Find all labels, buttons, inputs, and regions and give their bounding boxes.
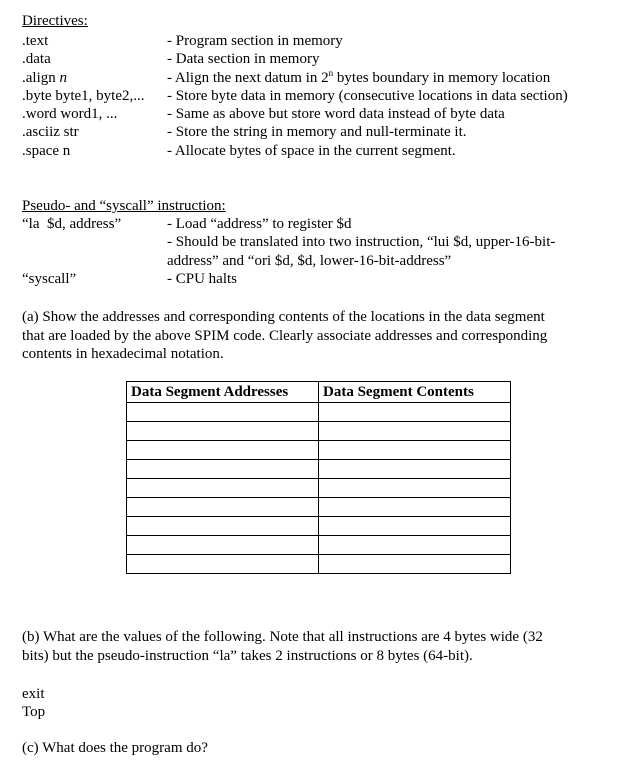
address-cell[interactable]	[127, 479, 319, 498]
contents-cell[interactable]	[319, 460, 511, 479]
directive-name-byte: .byte byte1, byte2,...	[22, 88, 145, 104]
directive-desc-text: - Program section in memory	[167, 33, 343, 49]
header-addresses: Data Segment Addresses	[127, 382, 319, 403]
directive-desc-align-text: - Align the next datum in 2	[167, 70, 329, 86]
directive-desc-byte: - Store byte data in memory (consecutive locations in data section)	[167, 88, 568, 104]
directive-desc-align-suffix: bytes boundary in memory location	[333, 70, 551, 86]
address-cell[interactable]	[127, 498, 319, 517]
pseudo-syscall-desc: - CPU halts	[167, 271, 238, 287]
question-a-line3: contents in hexadecimal notation.	[22, 346, 224, 362]
question-b-line1: (b) What are the values of the following. Note that all instructions are 4 bytes wide (32	[22, 629, 543, 645]
directive-desc-align	[167, 69, 550, 87]
contents-cell[interactable]	[319, 422, 511, 441]
question-a-line1: (a) Show the addresses and corresponding contents of the locations in the data segment	[22, 309, 545, 325]
directive-name-text: .text	[22, 33, 49, 49]
contents-cell[interactable]	[319, 517, 511, 536]
directive-name-align	[22, 69, 67, 87]
pseudo-la-desc2: - Should be translated into two instruction, “lui $d, upper-16-bit-	[167, 234, 556, 250]
table-header-row	[127, 382, 511, 403]
address-cell[interactable]	[127, 536, 319, 555]
table-row	[127, 536, 511, 555]
table-row	[127, 479, 511, 498]
directive-desc-align-sup: n	[328, 68, 334, 78]
address-cell[interactable]	[127, 422, 319, 441]
table-row	[127, 403, 511, 422]
table-row	[127, 422, 511, 441]
pseudo-la-name: “la $d, address”	[22, 216, 122, 232]
table-row	[127, 498, 511, 517]
directives-heading: Directives:	[22, 13, 88, 29]
directive-desc-word: - Same as above but store word data instead of byte data	[167, 106, 505, 122]
table-row	[127, 555, 511, 574]
directive-desc-asciiz: - Store the string in memory and null-terminate it.	[167, 124, 467, 140]
contents-cell[interactable]	[319, 536, 511, 555]
table-row	[127, 460, 511, 479]
address-cell[interactable]	[127, 441, 319, 460]
pseudo-la-desc1: - Load “address” to register $d	[167, 216, 352, 232]
address-cell[interactable]	[127, 403, 319, 422]
directive-name-word: .word word1, ...	[22, 106, 118, 122]
pseudo-heading: Pseudo- and “syscall” instruction:	[22, 198, 226, 214]
pseudo-syscall-name: “syscall”	[22, 271, 77, 287]
data-segment-table	[126, 381, 511, 574]
contents-cell[interactable]	[319, 479, 511, 498]
pseudo-la-desc3: address” and “ori $d, $d, lower-16-bit-address”	[167, 253, 452, 269]
contents-cell[interactable]	[319, 555, 511, 574]
contents-cell[interactable]	[319, 441, 511, 460]
question-b-item-exit: exit	[22, 686, 45, 702]
question-c: (c) What does the program do?	[22, 740, 208, 756]
directive-name-asciiz: .asciiz str	[22, 124, 79, 140]
directive-name-space: .space n	[22, 143, 71, 159]
directive-desc-space: - Allocate bytes of space in the current segment.	[167, 143, 456, 159]
directive-name-align-italic: n	[59, 70, 67, 86]
address-cell[interactable]	[127, 460, 319, 479]
table-body	[127, 403, 511, 574]
header-contents: Data Segment Contents	[319, 382, 511, 403]
contents-cell[interactable]	[319, 498, 511, 517]
directive-name-align-prefix: .align	[22, 70, 60, 86]
table-row	[127, 517, 511, 536]
question-b-line2: bits) but the pseudo-instruction “la” takes 2 instructions or 8 bytes (64-bit).	[22, 648, 473, 664]
contents-cell[interactable]	[319, 403, 511, 422]
directive-name-data: .data	[22, 51, 51, 67]
question-b-item-top: Top	[22, 704, 46, 720]
directive-desc-data: - Data section in memory	[167, 51, 320, 67]
address-cell[interactable]	[127, 555, 319, 574]
table-row	[127, 441, 511, 460]
question-a-line2: that are loaded by the above SPIM code. Clearly associate addresses and corresponding	[22, 328, 548, 344]
address-cell[interactable]	[127, 517, 319, 536]
